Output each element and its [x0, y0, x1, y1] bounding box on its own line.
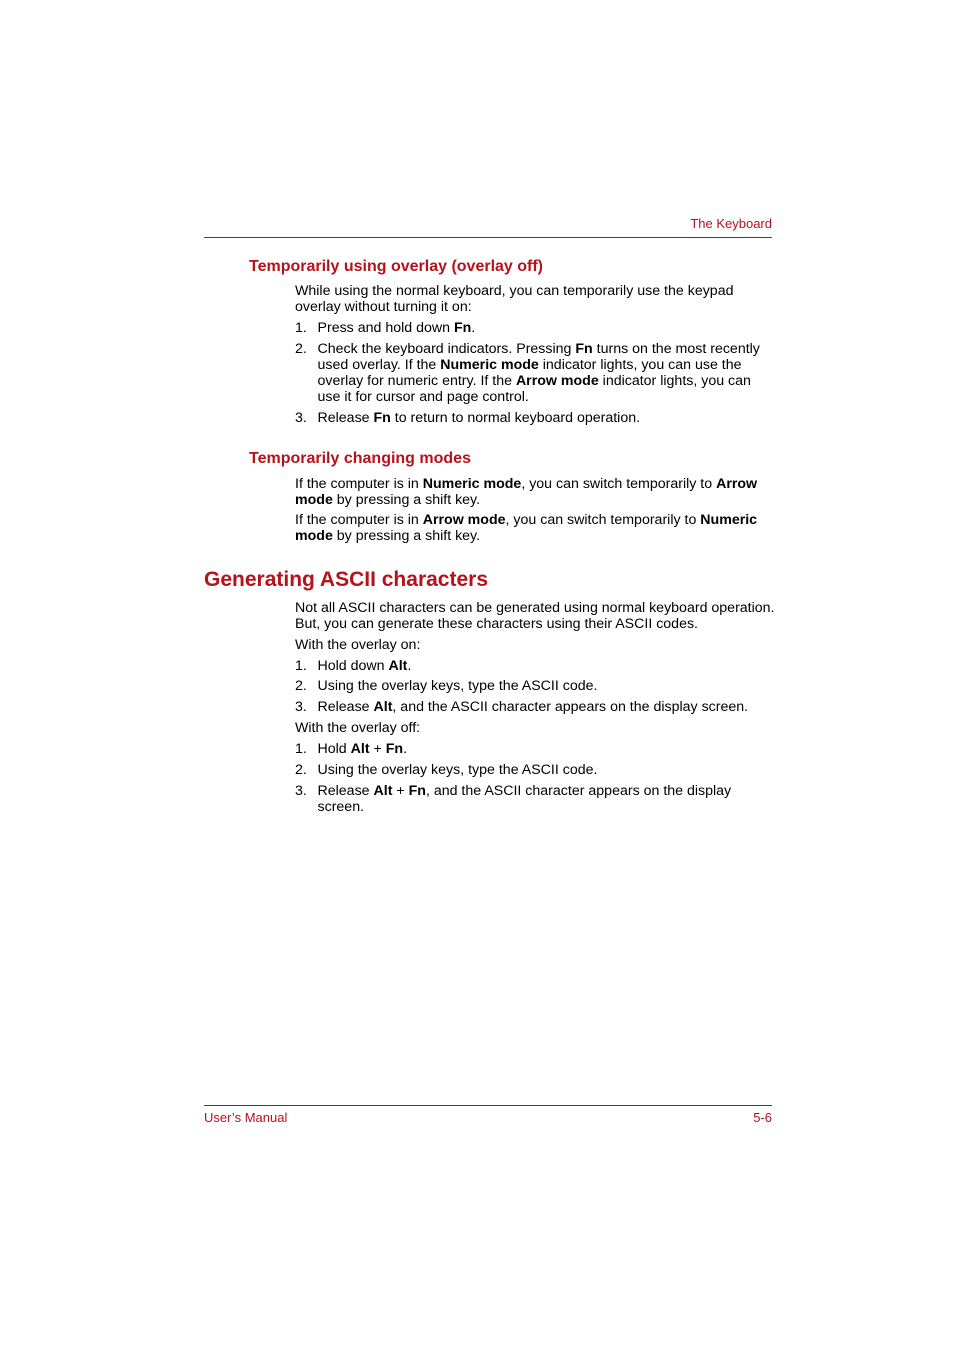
heading-overlay-off: Temporarily using overlay (overlay off) — [249, 258, 544, 275]
overlay-off-label: With the overlay off: — [295, 720, 421, 736]
running-header: The Keyboard — [690, 216, 772, 231]
list-item — [295, 341, 775, 405]
header-rule — [204, 237, 772, 238]
list-number: 1. — [295, 741, 307, 757]
list-item — [295, 699, 775, 715]
list-text: Press and hold down Fn. — [317, 320, 476, 336]
overlay-on-label: With the overlay on: — [295, 637, 421, 653]
list-item — [295, 658, 775, 674]
list-text: Release Fn to return to normal keyboard operation. — [317, 410, 641, 426]
list-number: 3. — [295, 783, 307, 799]
ascii-intro: Not all ASCII characters can be generated using normal keyboard operation. But, you can generate these characters using their ASCII codes. — [295, 600, 775, 632]
list-number: 3. — [295, 699, 307, 715]
list-number: 2. — [295, 762, 307, 778]
list-text: Release Alt + Fn, and the ASCII character appears on the display screen. — [317, 783, 732, 815]
list-text: Hold Alt + Fn. — [317, 741, 408, 757]
changing-modes-paragraph-2: If the computer is in Arrow mode, you can switch temporarily to Numeric mode by pressing a shift key. — [295, 512, 758, 544]
list-number: 3. — [295, 410, 307, 426]
heading-changing-modes: Temporarily changing modes — [249, 450, 471, 467]
list-text: Using the overlay keys, type the ASCII code. — [317, 678, 598, 694]
list-number: 2. — [295, 341, 307, 357]
list-item — [295, 678, 775, 694]
changing-modes-paragraph-1: If the computer is in Numeric mode, you can switch temporarily to Arrow mode by pressing a shift key. — [295, 476, 758, 508]
list-item — [295, 320, 775, 336]
list-number: 1. — [295, 320, 307, 336]
list-item — [295, 410, 775, 426]
list-text: Hold down Alt. — [317, 658, 412, 674]
list-text: Using the overlay keys, type the ASCII code. — [317, 762, 598, 778]
list-text: Check the keyboard indicators. Pressing Fn turns on the most recently used overlay. If the Numeric mode indicator lights, you can use the overlay for numeric entry. If the Arrow mode indicator lights, you can use it for cursor and page control. — [317, 341, 760, 405]
heading-generating-ascii: Generating ASCII characters — [204, 568, 488, 591]
list-item — [295, 741, 775, 757]
list-item — [295, 783, 775, 815]
list-item — [295, 762, 775, 778]
footer-manual-title: User’s Manual — [204, 1110, 288, 1125]
list-text: Release Alt, and the ASCII character appears on the display screen. — [317, 699, 749, 715]
page-number: 5-6 — [753, 1110, 772, 1125]
overlay-off-intro: While using the normal keyboard, you can temporarily use the keypad overlay without turning it on: — [295, 283, 734, 315]
list-number: 2. — [295, 678, 307, 694]
list-number: 1. — [295, 658, 307, 674]
footer-rule — [204, 1105, 772, 1106]
